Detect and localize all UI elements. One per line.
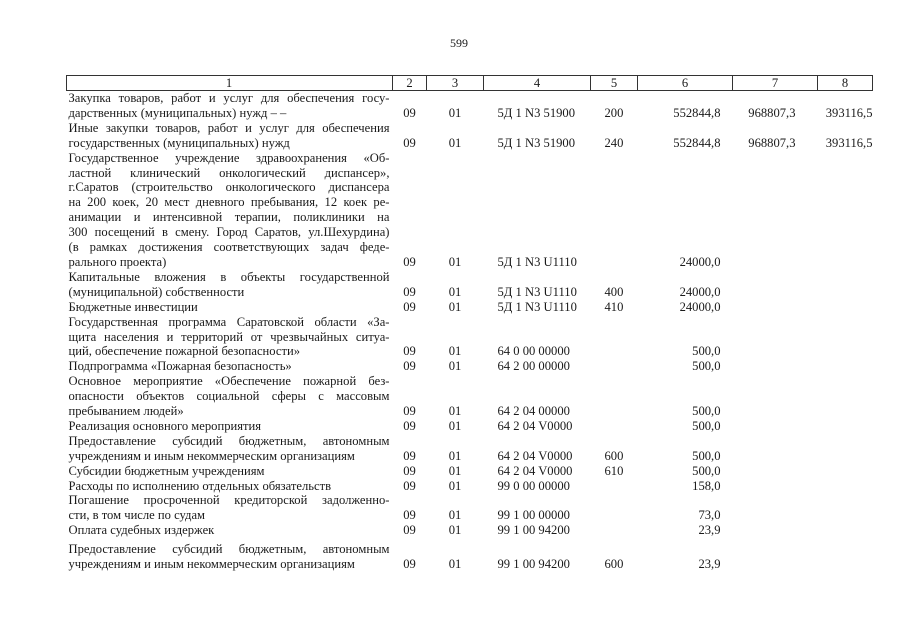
table-body — [67, 91, 873, 573]
expense-type-code — [591, 479, 638, 494]
amount-year-2 — [733, 538, 818, 572]
table-row — [67, 464, 873, 479]
amount-year-1: 158,0 — [692, 478, 721, 493]
section-code: 09 — [403, 478, 416, 493]
amount-year-3 — [818, 479, 873, 494]
amount-year-3: 393116,5 — [825, 105, 873, 120]
table-row — [67, 538, 873, 572]
description-line: Капитальные вложения в объекты государственной — [68, 269, 390, 284]
amount-year-3 — [818, 270, 873, 300]
amount-year-2 — [733, 464, 818, 479]
description-line: сти, в том числе по судам — [68, 508, 206, 523]
description-line: Государственная программа Саратовской области «За- — [68, 314, 390, 329]
description-line: Предоставление субсидий бюджетным, автономным — [68, 433, 390, 448]
subsection-code: 01 — [448, 478, 462, 493]
row-description — [67, 270, 393, 300]
description-line: ций, обеспечение пожарной безопасности» — [68, 344, 301, 359]
section-code: 09 — [403, 299, 416, 314]
description-line: ластной клинический онкологический диспансер», — [68, 165, 390, 180]
target-article-code: 5Д 1 N3 U1110 — [497, 254, 577, 269]
description-line: рального проекта) — [68, 254, 167, 269]
description-line: Иные закупки товаров, работ и услуг для обеспечения — [68, 120, 390, 135]
subsection-code: 01 — [448, 557, 462, 572]
table-row — [67, 374, 873, 419]
target-article-code: 64 2 04 00000 — [497, 404, 570, 419]
subsection-code: 01 — [448, 508, 462, 523]
expense-type-code: 200 — [604, 105, 624, 120]
amount-year-2 — [733, 315, 818, 360]
expense-type-code — [591, 151, 638, 270]
section-code: 09 — [403, 448, 416, 463]
table-row — [67, 315, 873, 360]
amount-year-2 — [733, 419, 818, 434]
column-number-header-row — [67, 76, 873, 91]
description-line: (муниципальной) собственности — [68, 284, 245, 299]
target-article-code: 99 1 00 94200 — [497, 557, 570, 572]
expense-type-code — [591, 419, 638, 434]
target-article-code: 99 1 00 94200 — [497, 523, 570, 538]
amount-year-3 — [818, 359, 873, 374]
subsection-code: 01 — [448, 448, 462, 463]
target-article-code: 64 2 04 V0000 — [497, 463, 573, 478]
description-line: Государственное учреждение здравоохранения «Об- — [68, 150, 390, 165]
description-line: государственных (муниципальных) нужд — [68, 135, 290, 150]
column-header-5: 5 — [591, 76, 638, 91]
row-description — [67, 315, 393, 360]
expense-type-code: 400 — [604, 284, 624, 299]
table-row — [67, 419, 873, 434]
row-description — [67, 434, 393, 464]
row-description — [67, 538, 393, 572]
description-line: Расходы по исполнению отдельных обязательств — [68, 478, 332, 493]
row-description — [67, 121, 393, 151]
description-line: анимации и интенсивной терапии, поликлиники на — [68, 210, 390, 225]
expense-type-code — [591, 315, 638, 360]
subsection-code: 01 — [448, 135, 462, 150]
subsection-code: 01 — [448, 463, 462, 478]
section-code: 09 — [403, 254, 416, 269]
subsection-code: 01 — [448, 404, 462, 419]
description-line: щита населения и территорий от чрезвычайных ситуа- — [68, 329, 390, 344]
section-code: 09 — [403, 344, 416, 359]
amount-year-3 — [818, 464, 873, 479]
table-row — [67, 479, 873, 494]
row-description — [67, 479, 393, 494]
amount-year-1: 24000,0 — [679, 299, 721, 314]
expense-type-code — [591, 359, 638, 374]
description-line: учреждениям и иным некоммерческим организациям — [68, 448, 355, 463]
section-code: 09 — [403, 508, 416, 523]
row-description — [67, 493, 393, 523]
subsection-code: 01 — [448, 299, 462, 314]
target-article-code: 99 1 00 00000 — [497, 508, 570, 523]
amount-year-3 — [818, 300, 873, 315]
description-line: пребыванием людей» — [68, 404, 184, 419]
section-code: 09 — [403, 404, 416, 419]
expense-type-code — [591, 374, 638, 419]
amount-year-1: 500,0 — [692, 463, 721, 478]
target-article-code: 64 2 00 00000 — [497, 359, 570, 374]
expense-type-code — [591, 493, 638, 523]
section-code: 09 — [403, 418, 416, 433]
amount-year-3 — [818, 434, 873, 464]
amount-year-2 — [733, 374, 818, 419]
subsection-code: 01 — [448, 254, 462, 269]
expense-type-code: 410 — [604, 299, 624, 314]
amount-year-2: 968807,3 — [748, 135, 796, 150]
expense-type-code: 610 — [604, 463, 624, 478]
description-line: Закупка товаров, работ и услуг для обеспечения госу- — [68, 91, 390, 105]
description-line: Подпрограмма «Пожарная безопасность» — [68, 359, 292, 374]
target-article-code: 5Д 1 N3 51900 — [497, 105, 576, 120]
target-article-code: 64 2 04 V0000 — [497, 448, 573, 463]
column-header-6: 6 — [638, 76, 733, 91]
column-header-2: 2 — [393, 76, 427, 91]
amount-year-1: 500,0 — [692, 359, 721, 374]
subsection-code: 01 — [448, 105, 462, 120]
table-row — [67, 434, 873, 464]
amount-year-2 — [733, 434, 818, 464]
amount-year-3: 393116,5 — [825, 135, 873, 150]
row-description — [67, 374, 393, 419]
amount-year-2 — [733, 523, 818, 538]
description-line: г.Саратов (строительство онкологического диспансера — [68, 180, 390, 195]
description-line: дарственных (муниципальных) нужд – – — [68, 105, 287, 120]
amount-year-1: 24000,0 — [679, 254, 721, 269]
amount-year-1: 24000,0 — [679, 284, 721, 299]
row-description — [67, 359, 393, 374]
amount-year-3 — [818, 523, 873, 538]
target-article-code: 5Д 1 N3 U1110 — [497, 284, 577, 299]
amount-year-1: 73,0 — [698, 508, 721, 523]
description-line: Субсидии бюджетным учреждениям — [68, 463, 265, 478]
amount-year-1: 500,0 — [692, 418, 721, 433]
amount-year-2 — [733, 151, 818, 270]
amount-year-2 — [733, 479, 818, 494]
section-code: 09 — [403, 557, 416, 572]
description-line: Оплата судебных издержек — [68, 523, 215, 538]
subsection-code: 01 — [448, 359, 462, 374]
row-description — [67, 300, 393, 315]
table-row — [67, 270, 873, 300]
target-article-code: 99 0 00 00000 — [497, 478, 570, 493]
subsection-code: 01 — [448, 284, 462, 299]
row-description — [67, 464, 393, 479]
amount-year-2 — [733, 300, 818, 315]
row-description — [67, 419, 393, 434]
target-article-code: 5Д 1 N3 U1110 — [497, 299, 577, 314]
description-line: Реализация основного мероприятия — [68, 418, 262, 433]
expense-type-code: 240 — [604, 135, 624, 150]
table-row — [67, 91, 873, 121]
description-line: (в рамках достижения соответствующих задач феде- — [68, 240, 390, 255]
row-description — [67, 151, 393, 270]
target-article-code: 5Д 1 N3 51900 — [497, 135, 576, 150]
amount-year-1: 23,9 — [698, 557, 721, 572]
target-article-code: 64 2 04 V0000 — [497, 418, 573, 433]
amount-year-1: 500,0 — [692, 404, 721, 419]
section-code: 09 — [403, 284, 416, 299]
table-row — [67, 493, 873, 523]
section-code: 09 — [403, 359, 416, 374]
amount-year-2: 968807,3 — [748, 105, 796, 120]
subsection-code: 01 — [448, 344, 462, 359]
description-line: учреждениям и иным некоммерческим организациям — [68, 557, 355, 572]
section-code: 09 — [403, 135, 416, 150]
amount-year-1: 500,0 — [692, 344, 721, 359]
amount-year-1: 500,0 — [692, 448, 721, 463]
section-code: 09 — [403, 523, 416, 538]
table-row — [67, 523, 873, 538]
table-row — [67, 359, 873, 374]
section-code: 09 — [403, 105, 416, 120]
amount-year-3 — [818, 151, 873, 270]
table-row — [67, 300, 873, 315]
amount-year-1: 552844,8 — [673, 105, 721, 120]
description-line: опасности объектов социальной сферы с массовым — [68, 389, 390, 404]
column-header-3: 3 — [427, 76, 484, 91]
description-line: на 200 коек, 20 мест дневного пребывания, 12 коек ре- — [68, 195, 390, 210]
amount-year-3 — [818, 315, 873, 360]
expense-type-code: 600 — [604, 448, 624, 463]
row-description — [67, 91, 393, 121]
description-line: Предоставление субсидий бюджетным, автономным — [68, 542, 390, 557]
subsection-code: 01 — [448, 418, 462, 433]
table-row — [67, 121, 873, 151]
row-description — [67, 523, 393, 538]
expense-type-code: 600 — [604, 557, 624, 572]
description-line: Основное мероприятие «Обеспечение пожарной без- — [68, 374, 390, 389]
amount-year-2 — [733, 359, 818, 374]
amount-year-1: 552844,8 — [673, 135, 721, 150]
description-line: 300 посещений в смену. Город Саратов, ул.Шехурдина) — [68, 225, 390, 240]
table-row — [67, 151, 873, 270]
target-article-code: 64 0 00 00000 — [497, 344, 570, 359]
subsection-code: 01 — [448, 523, 462, 538]
expense-type-code — [591, 523, 638, 538]
budget-table — [66, 75, 873, 572]
amount-year-3 — [818, 374, 873, 419]
amount-year-1: 23,9 — [698, 523, 721, 538]
column-header-7: 7 — [733, 76, 818, 91]
description-line: Погашение просроченной кредиторской задолженно- — [68, 493, 390, 508]
amount-year-2 — [733, 270, 818, 300]
column-header-8: 8 — [818, 76, 873, 91]
page-number: 599 — [450, 36, 468, 50]
column-header-1: 1 — [67, 76, 393, 91]
amount-year-3 — [818, 493, 873, 523]
amount-year-2 — [733, 493, 818, 523]
amount-year-3 — [818, 538, 873, 572]
column-header-4: 4 — [484, 76, 591, 91]
amount-year-3 — [818, 419, 873, 434]
section-code: 09 — [403, 463, 416, 478]
description-line: Бюджетные инвестиции — [68, 299, 198, 314]
